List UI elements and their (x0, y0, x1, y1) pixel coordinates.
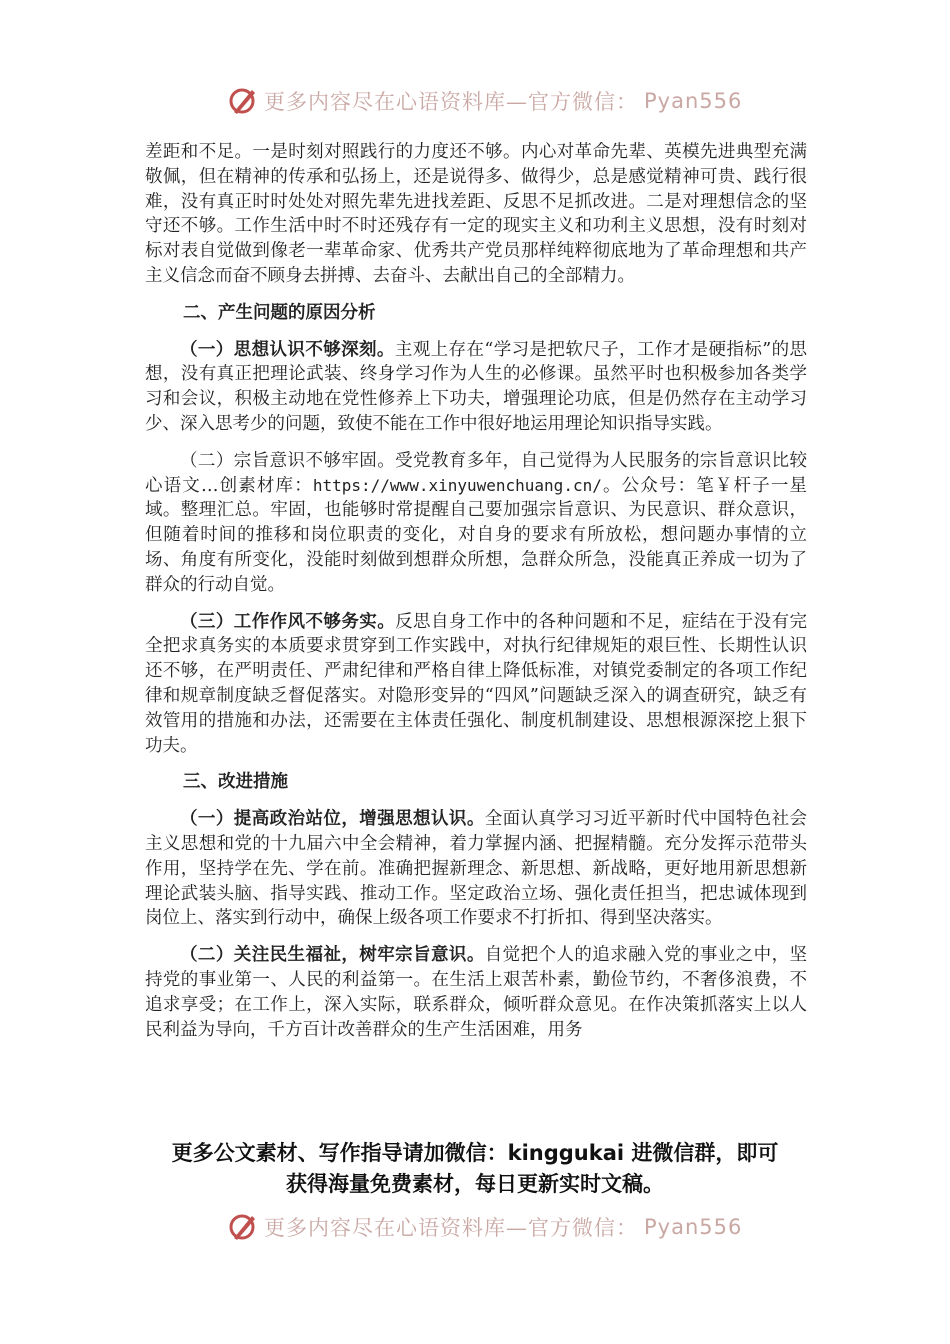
paragraph-2 (145, 449, 807, 598)
paragraph-5-lead: （二）关注民生福祉，树牢宗旨意识。 (180, 945, 485, 966)
banner-wechat-id: Pyan556 (644, 89, 743, 113)
banner-text: 更多内容尽在心语资料库—官方微信： (264, 1216, 638, 1240)
paragraph-1-text: 主观上存在“学习是把软尺子，工作才是硬指标”的思想，没有真正把理论武装、终身学习作为人生的必修课。虽然平时也积极参加各类学习和会议，积极主动地在党性修养上下功夫，增强理论功底，但是仍然存在主动学习少、深入思考少的问题，致使不能在工作中很好地运用理论知识指导实践。 (145, 339, 807, 434)
footer-line-1: 更多公文素材、写作指导请加微信：kinggukai 进微信群，即可 (171, 1141, 779, 1165)
footer-line-2: 获得海量免费素材，每日更新实时文稿。 (286, 1172, 664, 1196)
footer-promo (0, 1138, 950, 1200)
pen-logo-icon (228, 1212, 258, 1242)
paragraph-3-text: 反思自身工作中的各种问题和不足，症结在于没有完全把求真务实的本质要求贯穿到工作实践中，对执行纪律规矩的艰巨性、长期性认识还不够，在严明责任、严肃纪律和严格自律上降低标准，对镇党委制定的各项工作纪律和规章制度缺乏督促落实。对隐形变异的“四风”问题缺乏深入的调查研究，缺乏有效管用的措施和办法，还需要在主体责任强化、制度机制建设、思想根源深挖上狠下功夫。 (145, 611, 808, 756)
paragraph-1-lead: （一）思想认识不够深刻。 (180, 339, 395, 360)
section-heading-2: 二、产生问题的原因分析 (183, 302, 376, 323)
paragraph-3-lead: （三）工作作风不够务实。 (180, 611, 396, 632)
header-banner (228, 86, 742, 116)
paragraph-2-text-a: （二）宗旨意识不够牢固。受党教育多年，自己觉得为人民服务的宗旨意识比较心语文…创素材库： (145, 450, 807, 496)
paragraph-1 (145, 338, 807, 437)
paragraph-4-text: 全面认真学习习近平新时代中国特色社会主义思想和党的十九届六中全会精神，着力掌握内涵、把握精髓。充分发挥示范带头作用，坚持学在先、学在前。准确把握新理念、新思想、新战略，更好地用新思想新理论武装头脑、指导实践、推动工作。坚定政治立场、强化责任担当，把忠诚体现到岗位上、落实到行动中，确保上级各项工作要求不打折扣、得到坚决落实。 (145, 809, 807, 929)
section-heading-3: 三、改进措施 (183, 772, 288, 793)
paragraph-5 (145, 943, 807, 1042)
paragraph-2-text-b: 。公众号：笔￥杆子一星域。整理汇总。牢固，也能够时常提醒自己要加强宗旨意识、为民意识、群众意识，但随着时间的推移和岗位职责的变化，对自身的要求有所放松，想问题办事情的立场、角度有所变化，没能时刻做到想群众所想，急群众所急，没能真正养成一切为了群众的行动自觉。 (145, 475, 808, 595)
banner-text: 更多内容尽在心语资料库—官方微信： (264, 90, 638, 114)
intro-paragraph: 差距和不足。一是时刻对照践行的力度还不够。内心对革命先辈、英模先进典型充满敬佩，但在精神的传承和弘扬上，还是说得多、做得少，总是感觉精神可贵、践行很难，没有真正时时处处对照先辈先进找差距、反思不足抓改进。二是对理想信念的坚守还不够。工作生活中时不时还残存有一定的现实主义和功利主义思想，没有时刻对标对表自觉做到像老一辈革命家、优秀共产党员那样纯粹彻底地为了革命理想和共产主义信念而奋不顾身去拼搏、去奋斗、去献出自己的全部精力。 (145, 142, 807, 286)
pen-logo-icon (228, 86, 258, 116)
document-body (145, 140, 807, 1042)
banner-wechat-id: Pyan556 (644, 1215, 743, 1239)
paragraph-3 (145, 610, 807, 759)
paragraph-5-text: 自觉把个人的追求融入党的事业之中，坚持党的事业第一、人民的利益第一。在生活上艰苦朴素，勤俭节约，不奢侈浪费，不追求享受；在工作上，深入实际，联系群众，倾听群众意见。在作决策抓落实上以人民利益为导向，千方百计改善群众的生产生活困难，用务 (145, 945, 807, 1040)
paragraph-4 (145, 807, 807, 931)
paragraph-4-lead: （一）提高政治站位，增强思想认识。 (180, 809, 485, 830)
footer-banner (228, 1212, 742, 1242)
paragraph-2-url: https://www.xinyuwenchuang.cn/ (312, 475, 602, 495)
